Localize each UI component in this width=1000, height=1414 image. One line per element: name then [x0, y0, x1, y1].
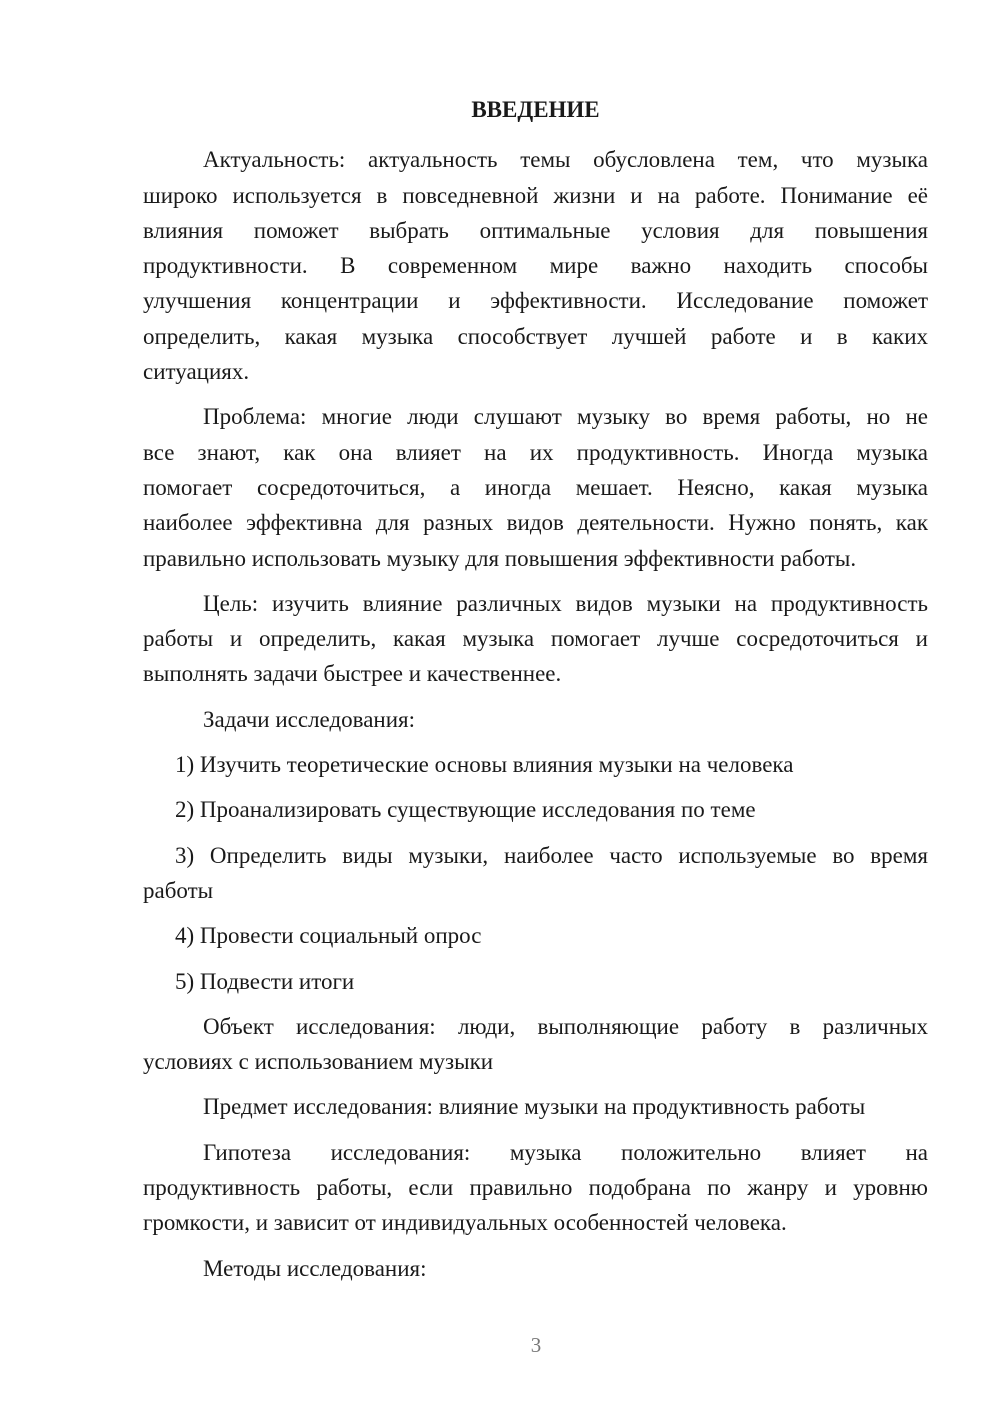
text-line: продуктивности. В современном мире важно находить способы [143, 253, 928, 279]
text-line: Предмет исследования: влияние музыки на продуктивность работы [203, 1094, 866, 1120]
text-line: 5) Подвести итоги [175, 968, 355, 994]
paragraph [143, 1009, 928, 1080]
page-number: 3 [530, 1333, 542, 1357]
text-line: Задачи исследования: [203, 706, 416, 732]
list-item [143, 964, 928, 999]
text-line: ситуациях. [143, 359, 250, 385]
section-title: ВВЕДЕНИЕ [471, 97, 600, 122]
text-line: Объект исследования: люди, выполняющие работу в различных [203, 1013, 928, 1039]
text-line: широко используется в повседневной жизни и на работе. Понимание её [143, 182, 928, 208]
list-item [143, 918, 928, 953]
text-line: определить, какая музыка способствует лучшей работе и в каких [143, 323, 928, 349]
text-line: Проблема: многие люди слушают музыку во время работы, но не [203, 404, 928, 430]
paragraph [143, 586, 928, 692]
text-line: все знают, как она влияет на их продуктивность. Иногда музыка [143, 439, 928, 465]
text-line: 4) Провести социальный опрос [175, 923, 482, 949]
list-item [143, 747, 928, 782]
text-line: 1) Изучить теоретические основы влияния музыки на человека [175, 752, 794, 778]
text-line: Цель: изучить влияние различных видов музыки на продуктивность [203, 590, 928, 616]
text-line: Методы исследования: [203, 1255, 427, 1281]
text-line: влияния поможет выбрать оптимальные условия для повышения [143, 217, 928, 243]
text-line: выполнять задачи быстрее и качественнее. [143, 661, 562, 687]
body-text [143, 142, 928, 1286]
text-line: правильно использовать музыку для повышения эффективности работы. [143, 545, 857, 571]
paragraph [143, 1251, 928, 1286]
text-line: помогает сосредоточиться, а иногда мешает. Неясно, какая музыка [143, 474, 928, 500]
paragraph [143, 1135, 928, 1241]
list-item [143, 792, 928, 827]
paragraph [143, 142, 928, 389]
text-line: 2) Проанализировать существующие исследования по теме [175, 797, 756, 823]
paragraph [143, 1089, 928, 1124]
text-line: Актуальность: актуальность темы обусловлена тем, что музыка [203, 147, 928, 173]
text-line: 3) Определить виды музыки, наиболее часто используемые во время [175, 842, 928, 868]
list-item [143, 838, 928, 909]
text-line: наиболее эффективна для разных видов деятельности. Нужно понять, как [143, 510, 928, 536]
paragraph [143, 399, 928, 575]
page-content [143, 92, 928, 1296]
text-line: работы [143, 877, 214, 903]
text-line: громкости, и зависит от индивидуальных особенностей человека. [143, 1210, 787, 1236]
paragraph [143, 702, 928, 737]
text-line: условиях с использованием музыки [143, 1049, 494, 1075]
text-line: улучшения концентрации и эффективности. Исследование поможет [143, 288, 928, 314]
text-line: Гипотеза исследования: музыка положительно влияет на [203, 1139, 928, 1165]
text-line: работы и определить, какая музыка помогает лучше сосредоточиться и [143, 626, 928, 652]
text-line: продуктивность работы, если правильно подобрана по жанру и уровню [143, 1175, 928, 1201]
